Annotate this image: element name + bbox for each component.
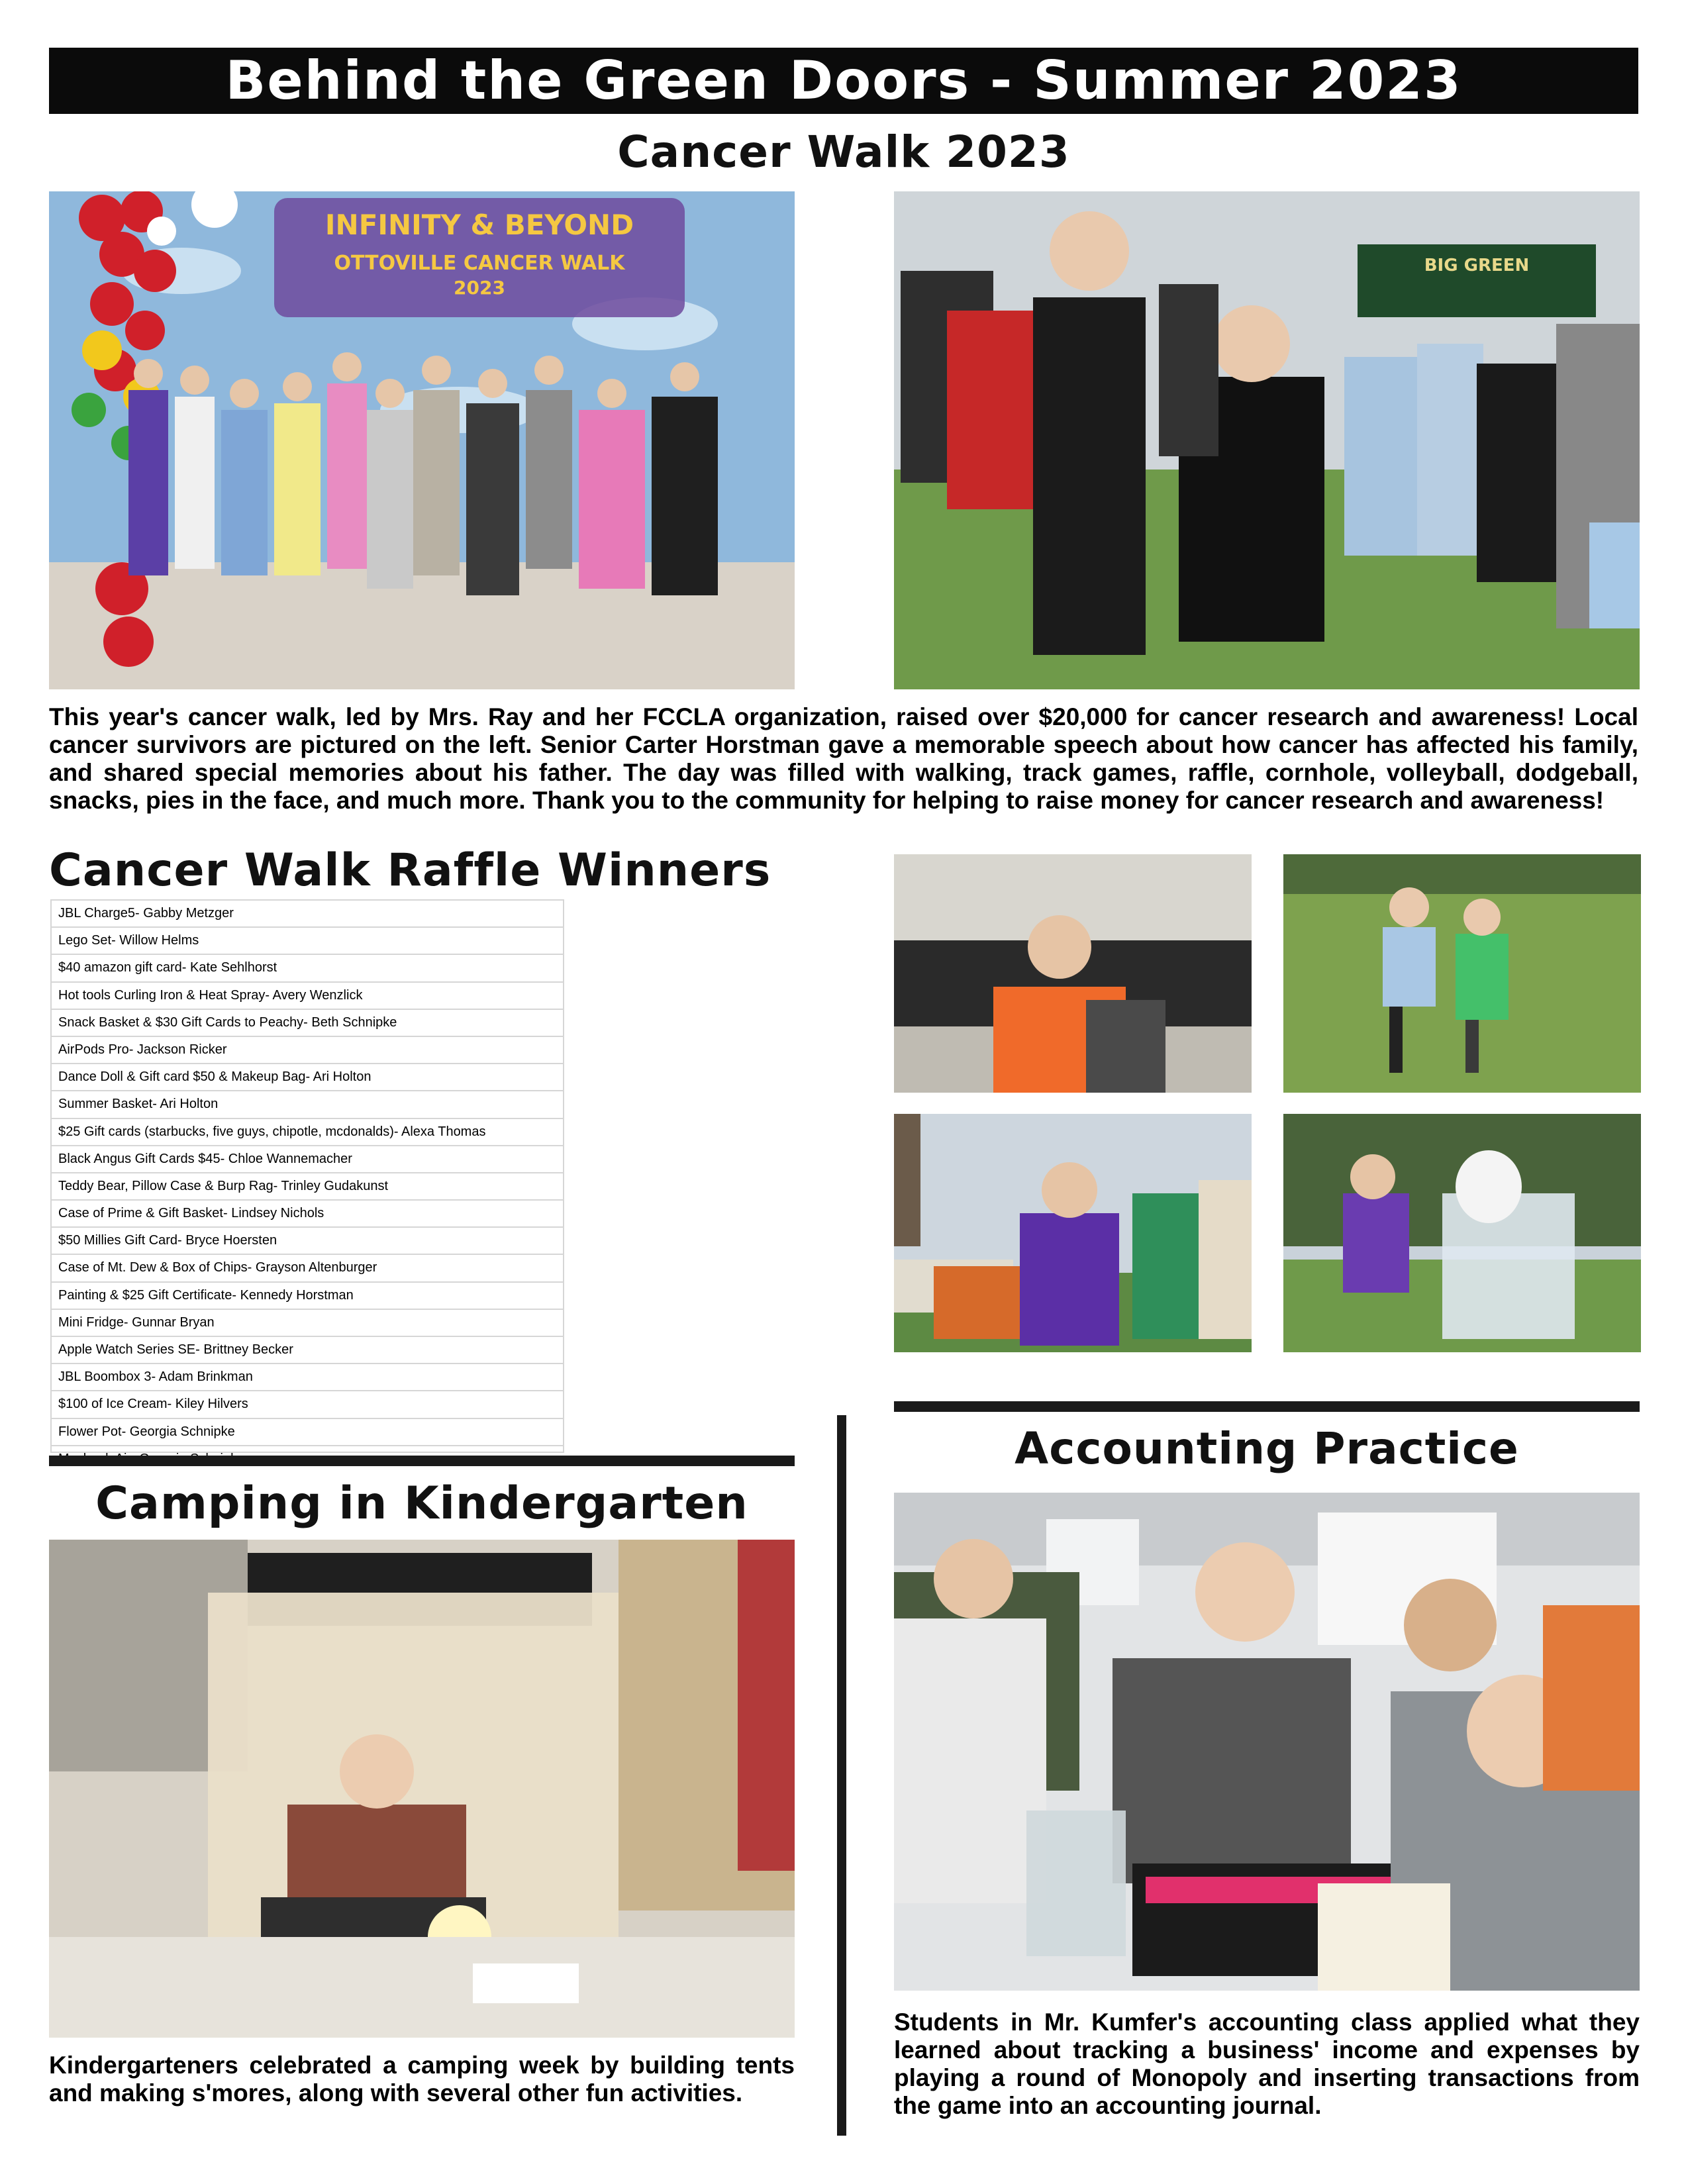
cancer-walk-title: Cancer Walk 2023 [617, 126, 1070, 177]
raffle-winner-row: Painting & $25 Gift Certificate- Kennedy Horstman [52, 1283, 563, 1310]
raffle-winner-row: Dance Doll & Gift card $50 & Makeup Bag- Ari Holton [52, 1064, 563, 1091]
raffle-winner-row: Flower Pot- Georgia Schnipke [52, 1419, 563, 1446]
raffle-winner-row: Black Angus Gift Cards $45- Chloe Wannemacher [52, 1146, 563, 1173]
accounting-title: Accounting Practice [1015, 1423, 1519, 1474]
raffle-winners-table [50, 899, 564, 1453]
photo-kindergarten-camping [49, 1540, 795, 2038]
raffle-title: Cancer Walk Raffle Winners [49, 844, 771, 897]
raffle-winner-row: AirPods Pro- Jackson Ricker [52, 1037, 563, 1064]
raffle-winner-row: $100 of Ice Cream- Kiley Hilvers [52, 1391, 563, 1418]
camping-description: Kindergarteners celebrated a camping week by building tents and making s'mores, along with several other fun activities. [49, 2052, 795, 2107]
raffle-winner-row: Teddy Bear, Pillow Case & Burp Rag- Trinley Gudakunst [52, 1173, 563, 1201]
raffle-winner-row: $40 amazon gift card- Kate Sehlhorst [52, 955, 563, 982]
raffle-winner-row: Case of Mt. Dew & Box of Chips- Grayson Altenburger [52, 1255, 563, 1282]
raffle-winner-row: JBL Charge5- Gabby Metzger [52, 901, 563, 928]
photo-pie-in-face [1283, 1114, 1641, 1352]
raffle-winner-row: Mini Fridge- Gunnar Bryan [52, 1310, 563, 1337]
photo-girls-field [1283, 854, 1641, 1093]
divider-right [894, 1401, 1640, 1412]
raffle-winner-row: Lego Set- Willow Helms [52, 928, 563, 955]
photo-walkers [894, 191, 1640, 689]
raffle-winner-row: Summer Basket- Ari Holton [52, 1091, 563, 1118]
banner-text-2: OTTOVILLE CANCER WALK [334, 252, 625, 275]
raffle-winner-row: Case of Prime & Gift Basket- Lindsey Nichols [52, 1201, 563, 1228]
photo-speaker [894, 854, 1252, 1093]
newsletter-title: Behind the Green Doors - Summer 2023 [49, 48, 1638, 114]
accounting-description: Students in Mr. Kumfer's accounting class applied what they learned about tracking a business' income and expenses by playing a round of Monopoly and inserting transactions from the game into an accounting journal. [894, 2009, 1640, 2119]
photo-raffle-table [894, 1114, 1252, 1352]
raffle-winner-row: $50 Millies Gift Card- Bryce Hoersten [52, 1228, 563, 1255]
raffle-winner-row: $25 Gift cards (starbucks, five guys, chipotle, mcdonalds)- Alexa Thomas [52, 1119, 563, 1146]
photo-accounting-students [894, 1493, 1640, 1991]
raffle-winner-row: Hot tools Curling Iron & Heat Spray- Avery Wenzlick [52, 983, 563, 1010]
divider-left [49, 1456, 795, 1466]
banner-text-3: 2023 [454, 277, 505, 299]
raffle-winner-row: Snack Basket & $30 Gift Cards to Peachy- Beth Schnipke [52, 1010, 563, 1037]
divider-vertical [837, 1415, 846, 2136]
cancer-walk-description: This year's cancer walk, led by Mrs. Ray and her FCCLA organization, raised over $20,000 for cancer research and awareness! Local cancer survivors are pictured on the left. Senior Carter Horstman gave a memorable speech about how cancer has affected his family, and shared special memories about his father. The day was filled with walking, track games, raffle, cornhole, volleyball, dodgeball, snacks, pies in the face, and much more. Thank you to the community for helping to raise money for cancer research and awareness! [49, 703, 1638, 814]
camping-title: Camping in Kindergarten [95, 1477, 748, 1530]
banner-text-1: INFINITY & BEYOND [324, 209, 634, 241]
scoreboard-text: BIG GREEN [1424, 256, 1530, 275]
photo-cancer-survivors [49, 191, 795, 689]
raffle-winner-row: JBL Boombox 3- Adam Brinkman [52, 1364, 563, 1391]
raffle-winner-row: Apple Watch Series SE- Brittney Becker [52, 1337, 563, 1364]
